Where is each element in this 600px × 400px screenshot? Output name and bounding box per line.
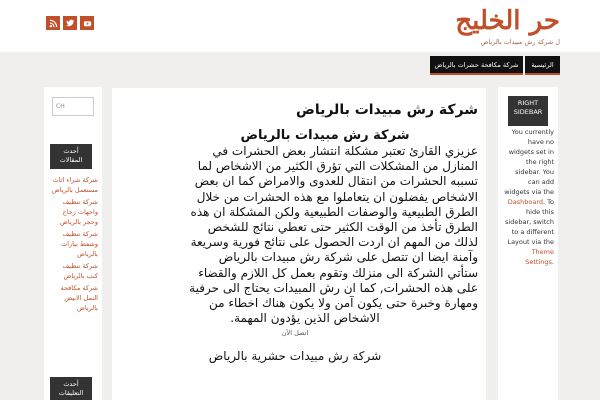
site-tagline: ل شركة رش مبيدات بالرياض [480, 38, 560, 46]
recent-post-link[interactable]: شركة تنظيف واجهات زجاج وحجر بالرياض [59, 198, 98, 226]
recent-post-link[interactable]: شركة تنظيف وشفط بيارات بالرياض [61, 230, 98, 258]
article-line: الاشخاص الذين يؤدون المهمة. [230, 311, 380, 326]
nav-item-home[interactable]: الرئيسية [525, 56, 560, 75]
sidebar-notice-text: . [551, 258, 554, 266]
article-line: ومهارة وخبرة حتى يكون آمن ولا يكون هناك اخطاء من [208, 296, 478, 311]
article-subtitle: شركة رش مبيدات بالرياض [240, 128, 410, 143]
site-brand [360, 6, 560, 46]
site-header [0, 0, 600, 52]
sidebar-notice-text: . To hide this sidebar, switch to a different Layout via the [505, 198, 554, 246]
article-line: لذلك من المهم ان اردت الحصول على نتائج فورية وسريعة [190, 235, 478, 250]
recent-post-link[interactable]: شركة تنظيف كنب بالرياض [62, 262, 98, 280]
main-content [112, 88, 486, 400]
social-icons [46, 16, 94, 30]
right-sidebar [498, 87, 558, 400]
site-title[interactable]: حر الخليج [455, 6, 560, 36]
article-line: الطرق الطبيعية والوصفات الطبيعية ولكن المشكلة ان هذه [190, 204, 478, 219]
article-line: الاشخاص يفضلون ان يتعاملوا مع هذه الحشرات من خلال [196, 189, 478, 204]
right-sidebar-title: RIGHT SIDEBAR [508, 96, 548, 126]
rss-icon[interactable] [46, 16, 60, 30]
recent-post-link[interactable]: شركة مكافحة النمل الابيض بالرياض [60, 284, 98, 312]
twitter-icon[interactable] [63, 16, 77, 30]
youtube-icon[interactable] [80, 16, 94, 30]
article-body [112, 144, 478, 326]
left-sidebar [44, 87, 102, 400]
recent-posts-title: أحدث المقالات [50, 144, 92, 169]
recent-comments-title: أحدث التعليقات [50, 377, 92, 400]
article-line: المنازل من المشكلات التي تؤرق الكثير من الاشخاص لما [197, 159, 478, 174]
article-line: على هذه الحشرات, كما ان رش المبيدات يحتاج الى حرفية [189, 280, 478, 295]
theme-settings-link[interactable]: Theme Settings [525, 248, 554, 266]
right-sidebar-text [504, 127, 554, 267]
dashboard-link[interactable]: Dashboard [507, 198, 544, 206]
article-title[interactable]: شركة رش مبيدات بالرياض [296, 102, 478, 118]
article-line: وآمنة ايضا ان تتصل على شركة رش مبيدات بالرياض [218, 250, 478, 265]
recent-post-link[interactable]: شركة شراء اثاث مستعمل بالرياض [51, 176, 98, 194]
article-line: الطرق تأخذ من الوقت الكثير حتى تعطي نتائج للشخص [207, 220, 478, 235]
article-line: تسببه الحشرات من انتقال للعدوى والامراض كما ان بعض [194, 174, 478, 189]
article [112, 102, 490, 363]
next-heading: شركة رش مبيدات حشرية بالرياض [208, 349, 382, 364]
sidebar-notice-text: You currently have no widgets set in the right sidebar. You can add widgets via the [504, 128, 554, 196]
call-now-link[interactable]: اتصل الآن [281, 329, 309, 338]
article-line: ستأتي الشركة الى منزلك وتقوم بعمل كل اللازم والقضاء [198, 265, 478, 280]
article-line: عزيزي القارئ تعتبر مشكلة انتشار بعض الحشرات في [212, 144, 478, 158]
main-nav [0, 52, 600, 78]
search-input[interactable]: CH [52, 97, 94, 116]
recent-posts-list [50, 175, 98, 315]
nav-item-pest-control[interactable]: شركة مكافحة حشرات بالرياض [430, 56, 523, 75]
